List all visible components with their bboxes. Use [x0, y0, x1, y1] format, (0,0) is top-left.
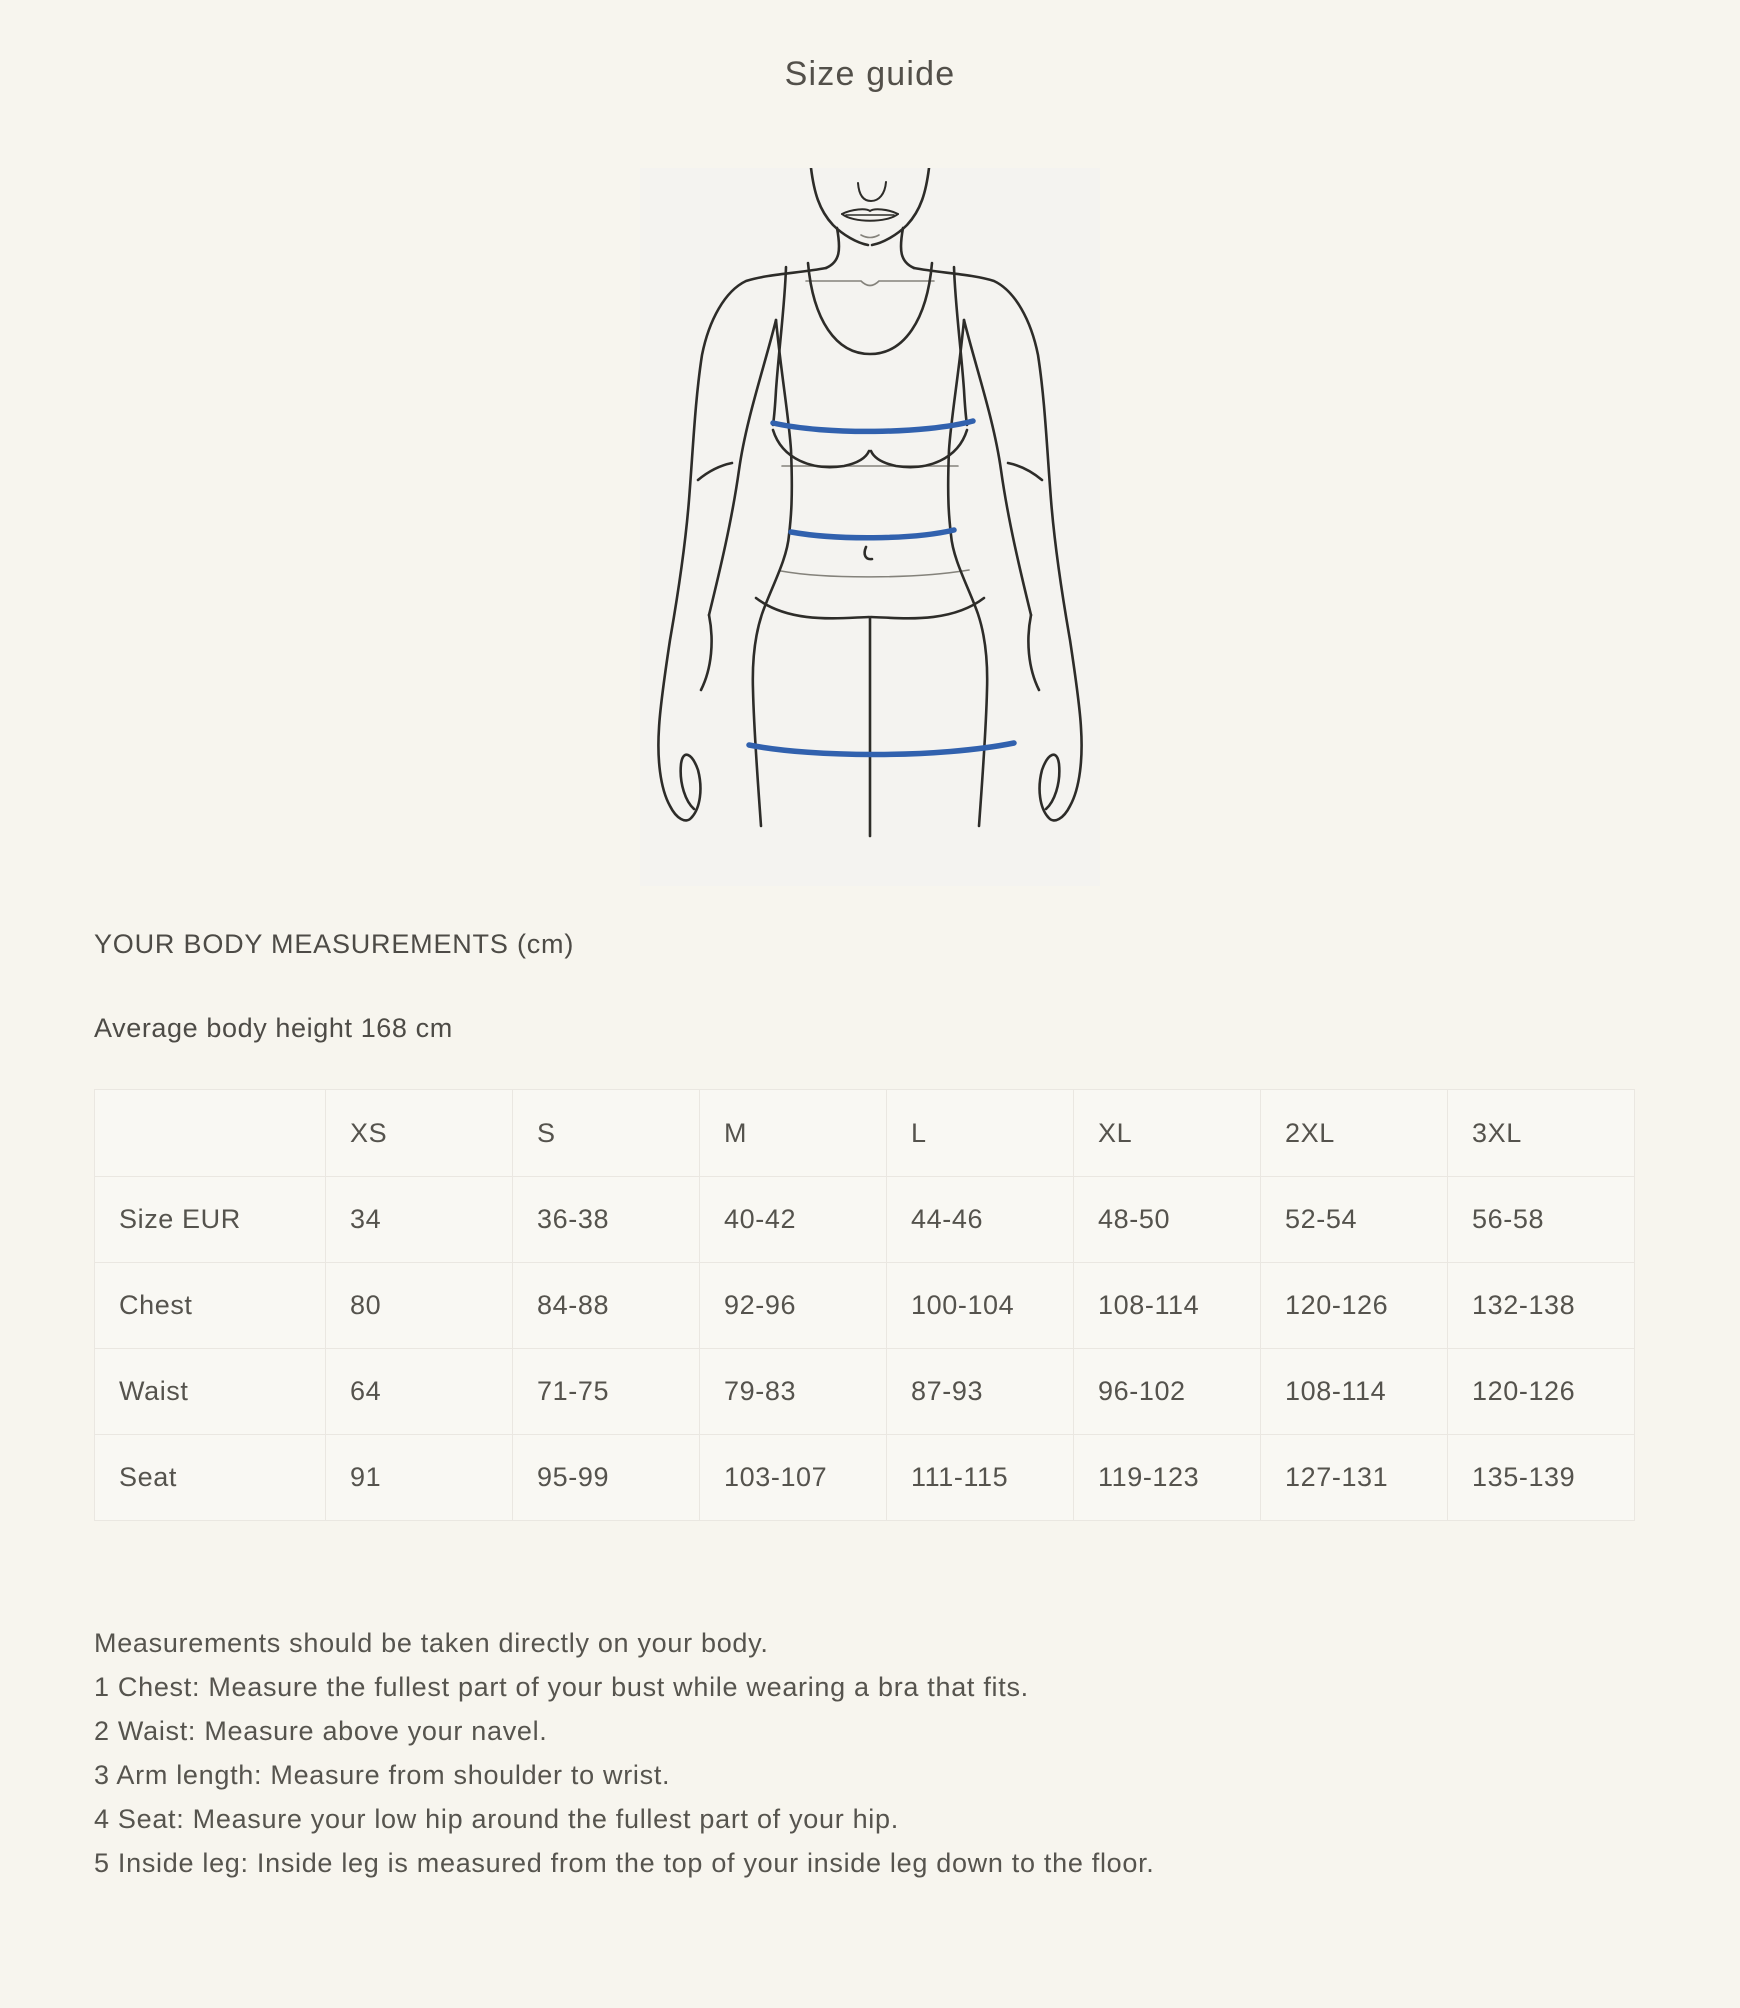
table-cell: 64	[326, 1349, 513, 1435]
note-chest: 1 Chest: Measure the fullest part of your bust while wearing a bra that fits.	[94, 1672, 1029, 1702]
thumb-right	[1028, 615, 1039, 690]
table-cell: 79-83	[700, 1349, 887, 1435]
nose	[858, 182, 886, 201]
header-cell-3xl: 3XL	[1448, 1090, 1635, 1177]
bra-side-left	[773, 267, 786, 425]
table-cell: 84-88	[513, 1263, 700, 1349]
measurements-heading: YOUR BODY MEASUREMENTS (cm)	[94, 929, 575, 959]
note-arm-length: 3 Arm length: Measure from shoulder to wrist.	[94, 1760, 671, 1790]
average-height-text: Average body height 168 cm	[94, 1013, 453, 1043]
table-cell: 108-114	[1074, 1263, 1261, 1349]
table-cell: 119-123	[1074, 1435, 1261, 1521]
table-cell: 120-126	[1261, 1263, 1448, 1349]
table-cell: 48-50	[1074, 1177, 1261, 1263]
header-cell-l: L	[887, 1090, 1074, 1177]
table-cell: 40-42	[700, 1177, 887, 1263]
table-cell: 135-139	[1448, 1435, 1635, 1521]
table-cell: 132-138	[1448, 1263, 1635, 1349]
waist-measure-line	[791, 530, 954, 538]
arm-outer-left	[658, 268, 826, 820]
table-row-size-eur	[95, 1177, 1635, 1263]
measurement-notes	[94, 1621, 1634, 1885]
panty-waistband-line	[781, 570, 969, 577]
note-waist: 2 Waist: Measure above your navel.	[94, 1716, 548, 1746]
table-cell: 92-96	[700, 1263, 887, 1349]
bra-side-right	[954, 267, 967, 425]
neck-left	[826, 228, 839, 268]
panty-leg-left	[756, 598, 869, 618]
chest-measure-line	[773, 421, 973, 431]
note-seat: 4 Seat: Measure your low hip around the fullest part of your hip.	[94, 1804, 899, 1834]
row-label: Size EUR	[95, 1177, 326, 1263]
thumb-left	[701, 615, 712, 690]
size-table-body	[95, 1177, 1635, 1521]
page-title: Size guide	[784, 55, 956, 93]
row-label: Chest	[95, 1263, 326, 1349]
table-cell: 95-99	[513, 1435, 700, 1521]
note-intro: Measurements should be taken directly on your body.	[94, 1628, 769, 1658]
row-label: Waist	[95, 1349, 326, 1435]
figure-outline	[658, 168, 1081, 836]
measurements-section	[94, 930, 1634, 1885]
table-cell: 34	[326, 1177, 513, 1263]
body-figure-svg	[640, 168, 1100, 886]
header-row	[95, 1090, 1635, 1177]
chin-crease	[861, 235, 879, 238]
size-table-header	[95, 1090, 1635, 1177]
table-cell: 36-38	[513, 1177, 700, 1263]
table-cell: 87-93	[887, 1349, 1074, 1435]
header-cell-xs: XS	[326, 1090, 513, 1177]
fingers-left	[681, 755, 701, 817]
measurement-lines	[749, 421, 1014, 755]
body-measurement-illustration	[640, 168, 1100, 886]
seat-measure-line	[749, 743, 1014, 755]
table-cell: 71-75	[513, 1349, 700, 1435]
table-cell: 44-46	[887, 1177, 1074, 1263]
size-table	[94, 1089, 1635, 1521]
table-row-waist	[95, 1349, 1635, 1435]
header-cell-2xl: 2XL	[1261, 1090, 1448, 1177]
row-label: Seat	[95, 1435, 326, 1521]
table-cell: 80	[326, 1263, 513, 1349]
fingers-right	[1040, 755, 1060, 817]
table-cell: 120-126	[1448, 1349, 1635, 1435]
table-cell: 56-58	[1448, 1177, 1635, 1263]
elbow-crease-left	[698, 463, 732, 480]
table-cell: 52-54	[1261, 1177, 1448, 1263]
header-cell-m: M	[700, 1090, 887, 1177]
bust-curve-left	[773, 430, 869, 467]
table-cell: 103-107	[700, 1435, 887, 1521]
jaw-right	[872, 168, 929, 245]
table-row-chest	[95, 1263, 1635, 1349]
collarbone-line	[806, 281, 934, 286]
table-row-seat	[95, 1435, 1635, 1521]
panty-leg-right	[871, 598, 984, 618]
header-cell-xl: XL	[1074, 1090, 1261, 1177]
header-cell-empty	[95, 1090, 326, 1177]
bust-curve-right	[871, 430, 967, 467]
navel-mark	[865, 547, 872, 559]
elbow-crease-right	[1008, 463, 1042, 480]
header-cell-s: S	[513, 1090, 700, 1177]
neck-right	[901, 228, 914, 268]
table-cell: 96-102	[1074, 1349, 1261, 1435]
table-cell: 111-115	[887, 1435, 1074, 1521]
bra-scoop-neckline	[808, 263, 932, 354]
table-cell: 100-104	[887, 1263, 1074, 1349]
table-cell: 108-114	[1261, 1349, 1448, 1435]
note-inside-leg: 5 Inside leg: Inside leg is measured from the top of your inside leg down to the floor.	[94, 1848, 1155, 1878]
figure-detail-lines	[781, 235, 969, 577]
face-details	[842, 182, 898, 221]
jaw-left	[811, 168, 868, 245]
arm-outer-right	[914, 268, 1082, 820]
upper-lip	[842, 209, 898, 214]
table-cell: 127-131	[1261, 1435, 1448, 1521]
table-cell: 91	[326, 1435, 513, 1521]
